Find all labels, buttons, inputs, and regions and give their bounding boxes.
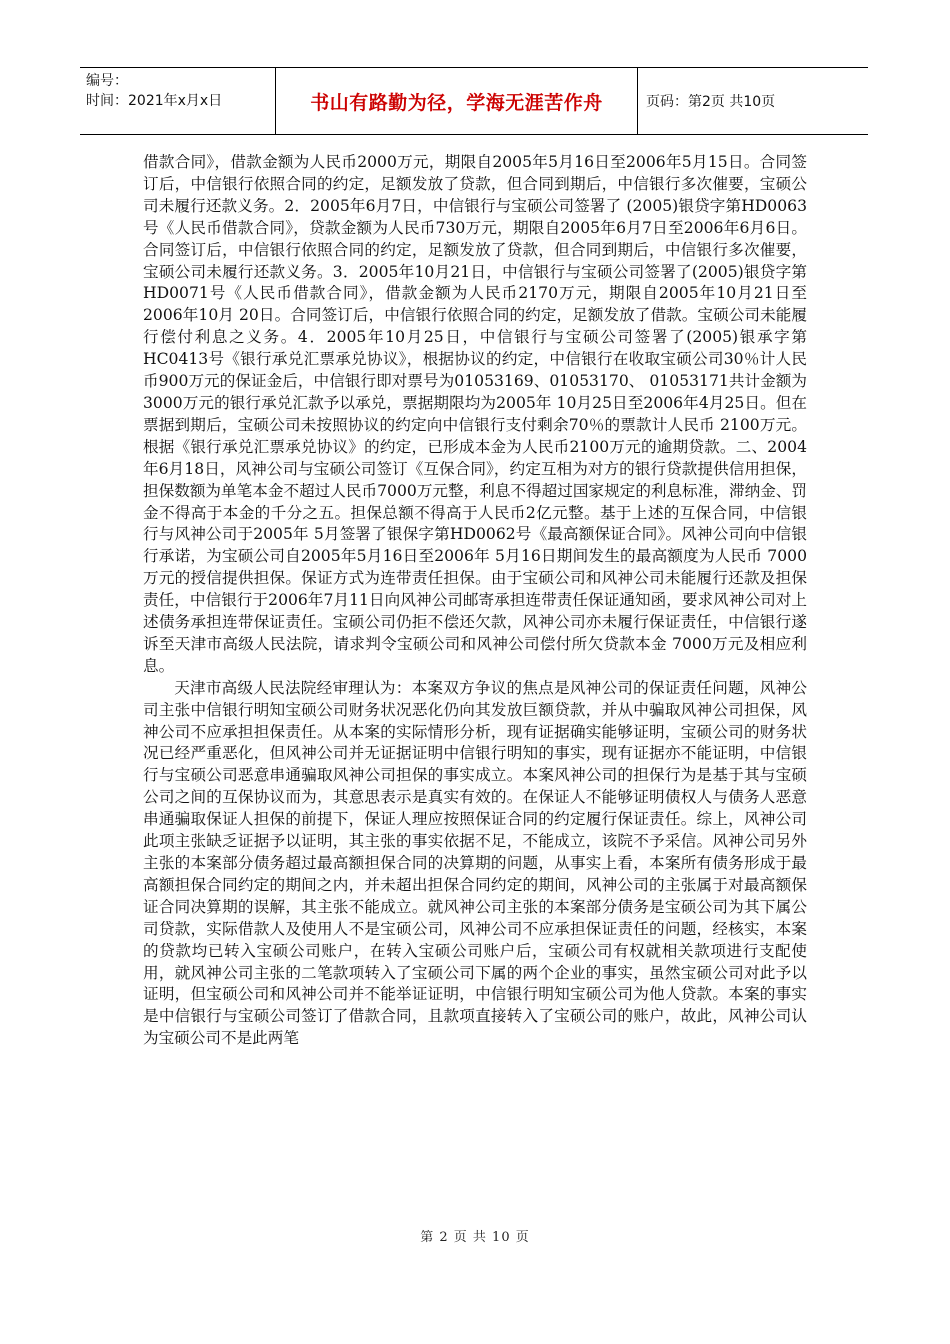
body-paragraph: 天津市高级人民法院经审理认为：本案双方争议的焦点是风神公司的保证责任问题，风神公司主张中信银行明知宝硕公司财务状况恶化仍向其发放巨额贷款，并从中骗取风神公司担保，风神公司不应承担担保责任。从本案的实际情形分析，现有证据确实能够证明，宝硕公司的财务状况已经严重恶化，但风神公司并无证据证明中信银行明知的事实，现有证据亦不能证明，中信银行与宝硕公司恶意串通骗取风神公司担保的事实成立。本案风神公司的担保行为是基于其与宝硕公司之间的互保协议而为，其意思表示是真实有效的。在保证人不能够证明债权人与债务人恶意串通骗取保证人担保的前提下，保证人理应按照保证合同的约定履行保证责任。综上，风神公司此项主张缺乏证据予以证明，其主张的事实依据不足，不能成立，该院不予采信。风神公司另外主张的本案部分债务超过最高额担保合同的决算期的问题，从事实上看，本案所有债务形成于最高额担保合同约定的期间之内，并未超出担保合同约定的期间，风神公司的主张属于对最高额保证合同决算期的误解，其主张不能成立。就风神公司主张的本案部分债务是宝硕公司为其下属公司贷款，实际借款人及使用人不是宝硕公司，风神公司不应承担保证责任的问题，经核实，本案的贷款均已转入宝硕公司账户，在转入宝硕公司账户后，宝硕公司有权就相关款项进行支配使用，就风神公司主张的二笔款项转入了宝硕公司下属的两个企业的事实，虽然宝硕公司对此予以证明，但宝硕公司和风神公司并不能举证证明，中信银行明知宝硕公司为他人贷款。本案的事实是中信银行与宝硕公司签订了借款合同，且款项直接转入了宝硕公司的账户，故此，风神公司认为宝硕公司不是此两笔: [143, 678, 807, 1048]
document-date-label: 时间：2021年x月x日: [86, 93, 223, 109]
body-paragraph: 借款合同》，借款金额为人民币2000万元，期限自2005年5月16日至2006年5月15日。合同签订后，中信银行依照合同的约定，足额发放了贷款，但合同到期后，中信银行多次催要，宝硕公司未履行还款义务。2．2005年6月7日，中信银行与宝硕公司签署了 (2005)银贷字第HD0063号《人民币借款合同》，贷款金额为人民币730万元，期限自2005年6月7日至2006年6月6日。合同签订后，中信银行依照合同的约定，足额发放了贷款，但合同到期后，中信银行多次催要，宝硕公司未履行还款义务。3．2005年10月21日，中信银行与宝硕公司签署了(2005)银贷字第HD0071号《人民币借款合同》，借款金额为人民币2170万元，期限自2005年10月21日至2006年10月 20日。合同签订后，中信银行依照合同的约定，足额发放了借款。宝硕公司未能履行偿付利息之义务。4．2005年10月25日，中信银行与宝硕公司签署了(2005)银承字第HC0413号《银行承兑汇票承兑协议》，根据协议的约定，中信银行在收取宝硕公司30％计人民币900万元的保证金后，中信银行即对票号为01053169、01053170、 01053171共计金额为3000万元的银行承兑汇款予以承兑，票据期限均为2005年 10月25日至2006年4月25日。但在票据到期后，宝硕公司未按照协议的约定向中信银行支付剩余70％的票款计人民币 2100万元。根据《银行承兑汇票承兑协议》的约定，已形成本金为人民币2100万元的逾期贷款。二、2004年6月18日，风神公司与宝硕公司签订《互保合同》，约定互相为对方的银行贷款提供信用担保，担保数额为单笔本金不超过人民币7000万元整，利息不得超过国家规定的利息标准，滞纳金、罚金不得高于本金的千分之五。担保总额不得高于人民币2亿元整。基于上述的互保合同，中信银行与风神公司于2005年 5月签署了银保字第HD0062号《最高额保证合同》。风神公司向中信银行承诺，为宝硕公司自2005年5月16日至2006年 5月16日期间发生的最高额度为人民币 7000万元的授信提供担保。保证方式为连带责任担保。由于宝硕公司和风神公司未能履行还款及担保责任，中信银行于2006年7月11日向风神公司邮寄承担连带责任保证通知函，要求风神公司对上述债务承担连带保证责任。宝硕公司仍拒不偿还欠款，风神公司亦未履行保证责任，中信银行遂诉至天津市高级人民法院，请求判令宝硕公司和风神公司偿付所欠贷款本金 7000万元及相应利息。: [143, 153, 807, 675]
document-body: [143, 152, 807, 1050]
header-page-info: 页码：第2页 共10页: [646, 94, 776, 110]
page-footer: 第 2 页 共 10 页: [420, 1230, 530, 1245]
header-meta: [80, 68, 276, 134]
page-header: [80, 67, 868, 135]
document-number-label: 编号：: [86, 73, 128, 89]
header-motto: 书山有路勤为径，学海无涯苦作舟: [276, 68, 638, 134]
